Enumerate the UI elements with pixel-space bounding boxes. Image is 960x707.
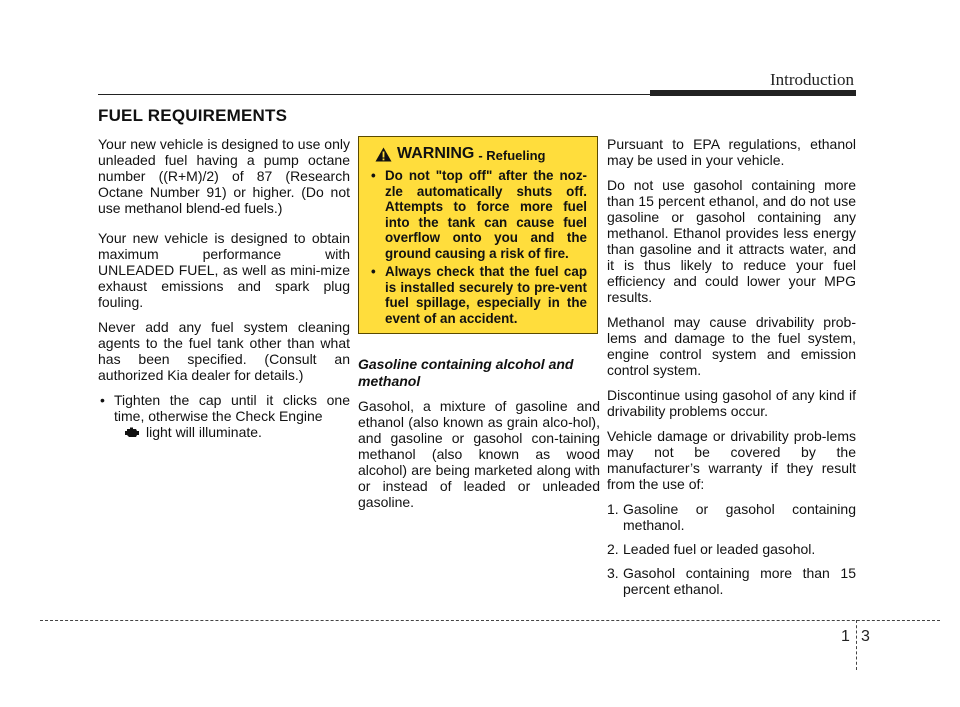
paragraph: Gasohol, a mixture of gasoline and ethanol (also known as grain alco-hol), and gasoline or gasohol con-taining methanol (also known as wood alcohol) are being marketed along with or instead of leaded or unleaded gasoline.	[358, 398, 600, 510]
paragraph: Methanol may cause drivability prob-lems and damage to the fuel system, engine control system and emission control system.	[607, 314, 856, 378]
bullet-item	[98, 392, 350, 440]
warning-title: WARNING	[397, 145, 475, 162]
footer-dashed-rule	[40, 620, 940, 621]
list-item	[607, 565, 856, 597]
column-right	[607, 136, 856, 605]
paragraph: Discontinue using gasohol of any kind if drivability problems occur.	[607, 387, 856, 419]
list-text: Leaded fuel or leaded gasohol.	[623, 541, 816, 557]
subheading: Gasoline containing alcohol and methanol	[358, 356, 574, 389]
list-item	[607, 501, 856, 533]
paragraph: Pursuant to EPA regulations, ethanol may be used in your vehicle.	[607, 136, 856, 168]
chapter-number: 1	[841, 628, 850, 645]
header-rule-thick	[650, 90, 856, 96]
section-title: Introduction	[769, 70, 854, 89]
warning-bullet: • Do not "top off" after the noz-zle automatically shuts off. Attempts to force more fuel into the tank can cause fuel overflow onto you and the ground causing a risk of fire.	[369, 168, 587, 261]
warning-subtitle: - Refueling	[478, 147, 546, 163]
bullet-text-end: light will illuminate.	[146, 424, 262, 440]
bullet-text: Tighten the cap until it clicks one time, otherwise the Check Engine	[114, 392, 350, 424]
paragraph: Your new vehicle is designed to use only unleaded fuel having a pump octane number ((R+M)/2) of 87 (Research Octane Number 91) or higher. (Do not use methanol blend-ed fuels.)	[98, 136, 350, 216]
list-number: 1.	[607, 501, 619, 517]
list-text: Gasohol containing more than 15 percent ethanol.	[623, 565, 856, 597]
paragraph: Vehicle damage or drivability prob-lems may not be covered by the manufacturer’s warranty if they result from the use of:	[607, 428, 856, 492]
warning-bullet: • Always check that the fuel cap is installed securely to pre-vent fuel spillage, especially in the event of an accident.	[369, 264, 587, 326]
warning-header	[375, 145, 587, 163]
warning-box	[358, 136, 598, 334]
warning-triangle-icon	[375, 147, 392, 162]
list-text: Gasoline or gasohol containing methanol.	[623, 501, 856, 533]
header-rule-thin	[98, 94, 650, 95]
list-number: 2.	[607, 541, 619, 557]
check-engine-icon	[124, 426, 140, 438]
paragraph: Your new vehicle is designed to obtain maximum performance with UNLEADED FUEL, as well as mini-mize exhaust emissions and spark plug fouling.	[98, 230, 350, 310]
list-item	[607, 541, 856, 557]
column-left	[98, 136, 350, 448]
page-number: 3	[861, 628, 870, 645]
column-middle	[358, 356, 600, 510]
paragraph: Never add any fuel system cleaning agents to the fuel tank other than what has been specified. (Consult an authorized Kia dealer for details.)	[98, 319, 350, 383]
page-heading: FUEL REQUIREMENTS	[98, 106, 288, 125]
list-number: 3.	[607, 565, 619, 581]
footer-dashed-divider	[856, 620, 857, 670]
paragraph: Do not use gasohol containing more than 15 percent ethanol, and do not use gasoline or gasohol containing any methanol. Ethanol provides less energy than gasoline and it attracts water, and it is thus likely to reduce your fuel efficiency and could lower your MPG results.	[607, 177, 856, 305]
